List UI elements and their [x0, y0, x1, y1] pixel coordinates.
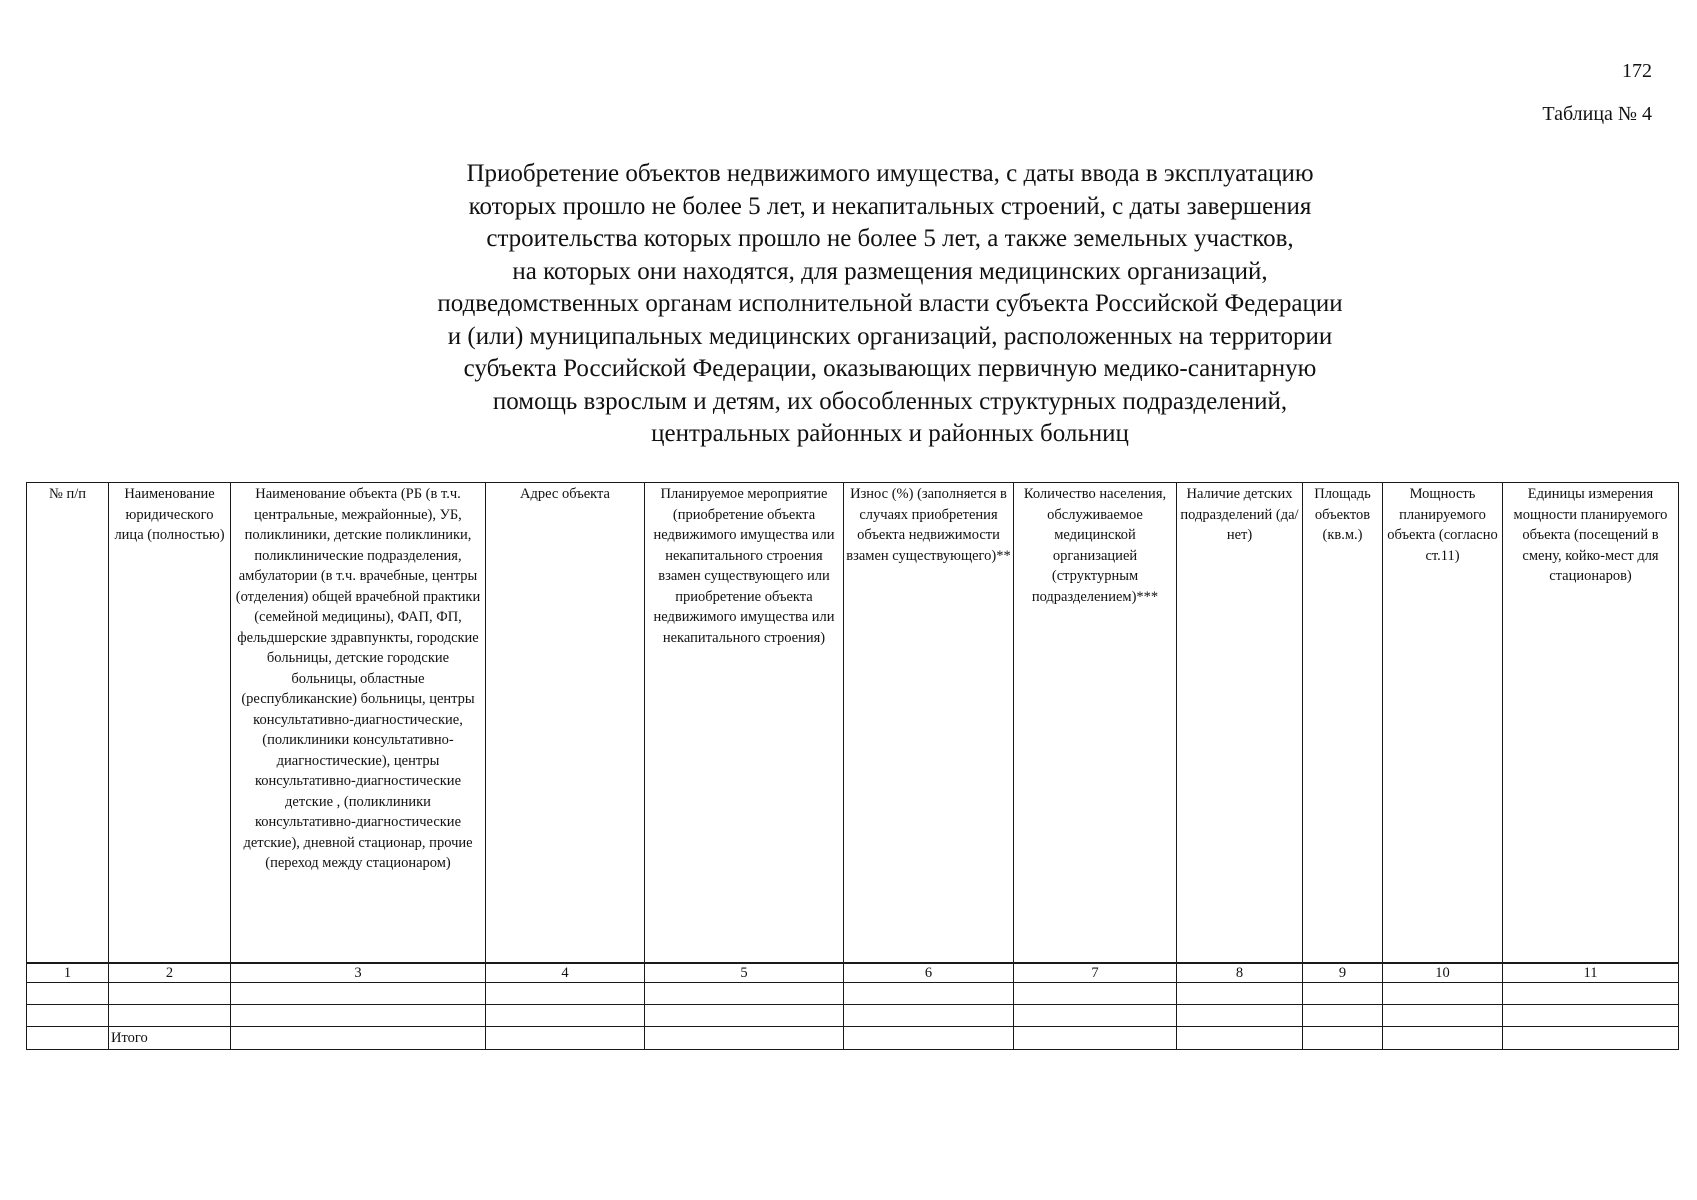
- table-cell: [844, 1027, 1014, 1050]
- table-cell: [109, 1005, 231, 1027]
- column-number: 9: [1303, 963, 1383, 983]
- table-cell: [27, 983, 109, 1005]
- table-cell: [231, 1027, 486, 1050]
- column-number: 5: [645, 963, 844, 983]
- table-label: Таблица № 4: [1542, 103, 1652, 125]
- table-cell: [1014, 1027, 1177, 1050]
- header-cell-planned-action: Планируемое мероприятие (приобретение объекта недвижимого имущества или некапитального строения взамен существующего или приобретение объекта недвижимого имущества или некапитального строения): [645, 483, 844, 964]
- data-table: [26, 482, 1679, 1050]
- title-line: Приобретение объектов недвижимого имущества, с даты ввода в эксплуатацию: [466, 160, 1314, 187]
- column-number: 7: [1014, 963, 1177, 983]
- header-cell-capacity: Мощность планируемого объекта (согласно ст.11): [1383, 483, 1503, 964]
- header-cell-address: Адрес объекта: [486, 483, 645, 964]
- page-number: 172: [1622, 60, 1652, 82]
- column-number: 1: [27, 963, 109, 983]
- title-line: помощь взрослым и детям, их обособленных структурных подразделений,: [492, 387, 1288, 415]
- table-cell: [844, 983, 1014, 1005]
- title-line: которых прошло не более 5 лет, и некапитальных строений, с даты завершения: [468, 192, 1312, 220]
- title-line: и (или) муниципальных медицинских организаций, расположенных на территории: [447, 322, 1333, 350]
- column-number: 3: [231, 963, 486, 983]
- table-cell: [1177, 1027, 1303, 1050]
- header-cell-population: Количество населения, обслуживаемое медицинской организацией (структурным подразделением)***: [1014, 483, 1177, 964]
- total-row: [27, 1027, 1679, 1050]
- table-cell: [1383, 1027, 1503, 1050]
- table-cell: [1303, 1005, 1383, 1027]
- column-number: 10: [1383, 963, 1503, 983]
- table-cell: [1177, 1005, 1303, 1027]
- column-number: 8: [1177, 963, 1303, 983]
- table-cell: [1014, 983, 1177, 1005]
- header-cell-capacity-units: Единицы измерения мощности планируемого объекта (посещений в смену, койко-мест для стационаров): [1503, 483, 1679, 964]
- table-cell: [1503, 1005, 1679, 1027]
- table-cell: [109, 983, 231, 1005]
- table-cell: [645, 983, 844, 1005]
- table-cell: [645, 1005, 844, 1027]
- table-row: [27, 1005, 1679, 1027]
- table-cell: [231, 1005, 486, 1027]
- column-number: 6: [844, 963, 1014, 983]
- table-cell: [27, 1027, 109, 1050]
- table-cell: [645, 1027, 844, 1050]
- table-cell: [1303, 1027, 1383, 1050]
- document-title: [200, 158, 1580, 451]
- table-cell: [486, 1005, 645, 1027]
- header-cell-number: № п/п: [27, 483, 109, 964]
- title-line: субъекта Российской Федерации, оказывающих первичную медико-санитарную: [463, 355, 1317, 382]
- table-cell: [1383, 983, 1503, 1005]
- title-line: подведомственных органам исполнительной власти субъекта Российской Федерации: [437, 290, 1343, 317]
- table-cell: [1503, 1027, 1679, 1050]
- table-cell: [1177, 983, 1303, 1005]
- table-cell: [844, 1005, 1014, 1027]
- header-cell-wear: Износ (%) (заполняется в случаях приобретения объекта недвижимости взамен существующего)**: [844, 483, 1014, 964]
- table-cell: [486, 983, 645, 1005]
- header-cell-area: Площадь объектов (кв.м.): [1303, 483, 1383, 964]
- header-cell-object-name: Наименование объекта (РБ (в т.ч. центральные, межрайонные), УБ, поликлиники, детские поликлиники, поликлинические подразделения, амбулатории (в т.ч. врачебные, центры (отделения) общей врачебной практики (семейной медицины), ФАП, ФП, фельдшерские здравпункты, городские больницы, детские городские больницы, областные (республиканские) больницы, центры консультативно-диагностические, (поликлиники консультативно-диагностические), центры консультативно-диагностические детские , (поликлиники консультативно-диагностические детские), дневной стационар, прочие (переход между стационаром): [231, 483, 486, 964]
- column-number-row: [27, 963, 1679, 983]
- total-label: Итого: [109, 1027, 231, 1050]
- table-cell: [1383, 1005, 1503, 1027]
- column-number: 11: [1503, 963, 1679, 983]
- table-cell: [1303, 983, 1383, 1005]
- table-cell: [486, 1027, 645, 1050]
- table-cell: [27, 1005, 109, 1027]
- header-cell-legal-entity: Наименование юридического лица (полностью): [109, 483, 231, 964]
- title-line: центральных районных и районных больниц: [651, 420, 1129, 447]
- table-header-row: [27, 483, 1679, 964]
- table-cell: [1014, 1005, 1177, 1027]
- table-cell: [1503, 983, 1679, 1005]
- column-number: 4: [486, 963, 645, 983]
- table-row: [27, 983, 1679, 1005]
- header-cell-children-units: Наличие детских подразделений (да/нет): [1177, 483, 1303, 964]
- table-cell: [231, 983, 486, 1005]
- title-line: строительства которых прошло не более 5 лет, а также земельных участков,: [486, 225, 1294, 252]
- column-number: 2: [109, 963, 231, 983]
- title-line: на которых они находятся, для размещения медицинских организаций,: [512, 257, 1268, 285]
